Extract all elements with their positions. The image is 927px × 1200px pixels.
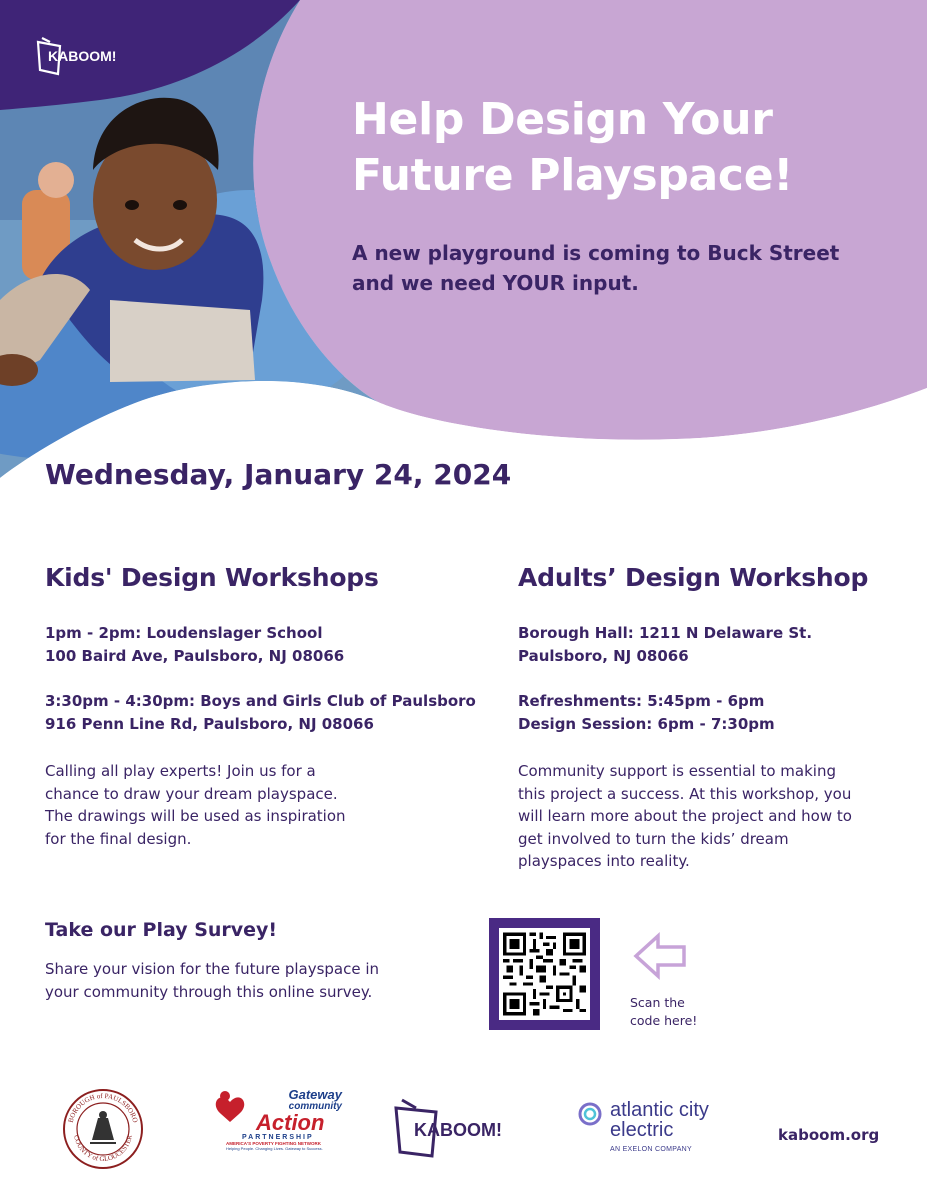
qr-code-inner bbox=[499, 928, 590, 1020]
survey-line-2: your community through this online survey. bbox=[45, 982, 373, 1001]
gateway-partnership: PARTNERSHIP bbox=[242, 1134, 314, 1141]
kaboom-logo-top[interactable] bbox=[36, 36, 132, 82]
gateway-title: Gateway bbox=[288, 1087, 342, 1102]
event-date: Wednesday, January 24, 2024 bbox=[45, 458, 512, 491]
gateway-tagline: AMERICA'S POVERTY FIGHTING NETWORK bbox=[226, 1141, 321, 1146]
lavender-panel bbox=[253, 0, 927, 440]
kids-session-2-address: 916 Penn Line Rd, Paulsboro, NJ 08066 bbox=[45, 715, 374, 733]
subtitle-line-2: and we need YOUR input. bbox=[352, 271, 639, 295]
adults-location bbox=[518, 622, 918, 668]
qr-code[interactable] bbox=[489, 918, 600, 1030]
scan-instruction bbox=[630, 994, 720, 1030]
kids-session-2-time: 3:30pm - 4:30pm: Boys and Girls Club of Paulsboro bbox=[45, 692, 476, 710]
survey-line-1: Share your vision for the future playspace in bbox=[45, 960, 380, 978]
gateway-logo[interactable] bbox=[226, 1087, 342, 1151]
website-link[interactable]: kaboom.org bbox=[778, 1126, 880, 1144]
adults-schedule bbox=[518, 690, 918, 736]
ace-line-2: electric bbox=[610, 1119, 674, 1141]
gateway-community: community bbox=[288, 1101, 342, 1112]
adults-desc-line: will learn more about the project and how to bbox=[518, 807, 852, 825]
survey-heading: Take our Play Survey! bbox=[45, 919, 278, 941]
title-line-2: Future Playspace! bbox=[352, 150, 794, 201]
kaboom-logo-footer[interactable] bbox=[392, 1096, 516, 1166]
atlantic-city-electric-logo[interactable] bbox=[610, 1100, 709, 1153]
kaboom-footer-text: KABOOM! bbox=[414, 1120, 502, 1140]
kids-desc-line: Calling all play experts! Join us for a bbox=[45, 762, 316, 780]
adults-location-line-1: Borough Hall: 1211 N Delaware St. bbox=[518, 624, 813, 642]
kids-description bbox=[45, 760, 485, 850]
gateway-icon bbox=[215, 1090, 245, 1134]
adults-location-line-2: Paulsboro, NJ 08066 bbox=[518, 647, 689, 665]
qr-code-pattern bbox=[503, 932, 586, 1016]
kids-desc-line: for the final design. bbox=[45, 829, 192, 848]
kaboom-logo-text: KABOOM! bbox=[48, 48, 117, 64]
title-line-1: Help Design Your bbox=[352, 94, 773, 145]
kids-session-2 bbox=[45, 690, 485, 736]
survey-section bbox=[45, 916, 465, 1003]
survey-description bbox=[45, 958, 465, 1003]
scan-line-2: code here! bbox=[630, 1013, 698, 1028]
kids-heading: Kids' Design Workshops bbox=[45, 563, 379, 592]
adults-refreshments: Refreshments: 5:45pm - 6pm bbox=[518, 692, 765, 710]
ace-line-1: atlantic city bbox=[610, 1099, 709, 1121]
ace-swirl-icon bbox=[576, 1100, 604, 1132]
gateway-motto: Helping People. Changing Lives. Gateway to Success. bbox=[226, 1146, 323, 1151]
subtitle-line-1: A new playground is coming to Buck Street bbox=[352, 241, 840, 265]
adults-design-session: Design Session: 6pm - 7:30pm bbox=[518, 715, 775, 733]
arrow-left-icon bbox=[632, 932, 688, 984]
scan-line-1: Scan the bbox=[630, 995, 685, 1010]
paulsboro-seal-logo[interactable] bbox=[62, 1088, 144, 1174]
page-title bbox=[352, 92, 912, 204]
kids-workshop-section bbox=[45, 560, 485, 850]
adults-description bbox=[518, 760, 918, 873]
gateway-action: Action bbox=[256, 1110, 325, 1135]
kids-desc-line: The drawings will be used as inspiration bbox=[45, 807, 346, 825]
page-subtitle bbox=[352, 238, 872, 298]
adults-heading: Adults’ Design Workshop bbox=[518, 563, 869, 592]
kaboom-logo-icon bbox=[36, 36, 132, 78]
adults-desc-line: Community support is essential to making bbox=[518, 762, 836, 780]
kids-desc-line: chance to draw your dream playspace. bbox=[45, 784, 338, 803]
kaboom-footer-icon bbox=[392, 1096, 516, 1162]
seal-top-text: BOROUGH of PAULSBORO bbox=[66, 1091, 140, 1124]
adults-desc-line: playspaces into reality. bbox=[518, 852, 690, 870]
adults-workshop-section bbox=[518, 560, 918, 873]
kids-session-1 bbox=[45, 622, 485, 668]
kids-session-1-time: 1pm - 2pm: Loudenslager School bbox=[45, 624, 323, 642]
adults-desc-line: get involved to turn the kids’ dream bbox=[518, 829, 789, 848]
ace-line-3: AN EXELON COMPANY bbox=[610, 1146, 692, 1153]
kids-session-1-address: 100 Baird Ave, Paulsboro, NJ 08066 bbox=[45, 647, 345, 665]
adults-desc-line: this project a success. At this workshop, you bbox=[518, 784, 852, 803]
seal-bottom-text: COUNTY of GLOUCESTER bbox=[72, 1134, 134, 1164]
borough-seal-icon bbox=[62, 1088, 144, 1170]
